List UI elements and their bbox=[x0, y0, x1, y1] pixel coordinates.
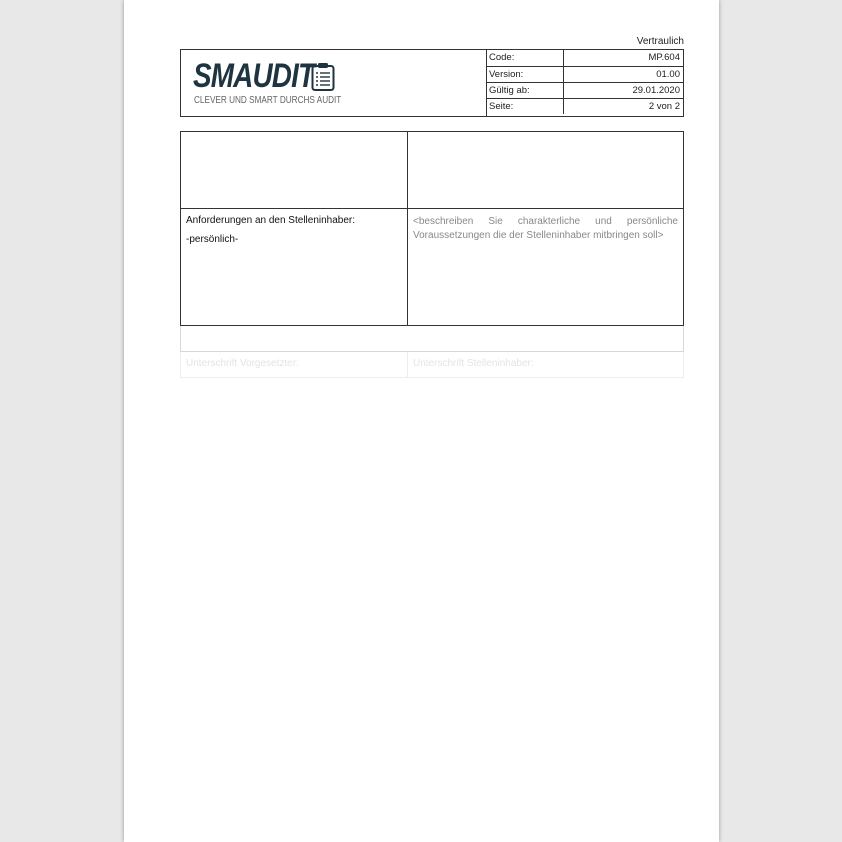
meta-row-page bbox=[486, 98, 683, 114]
meta-value: MP.604 bbox=[563, 50, 683, 66]
logo-tagline: CLEVER UND SMART DURCHS AUDIT bbox=[194, 95, 342, 106]
clipboard-checklist-icon bbox=[311, 62, 335, 92]
confidentiality-label: Vertraulich bbox=[636, 36, 684, 47]
signature-row bbox=[180, 352, 684, 378]
meta-key: Seite: bbox=[486, 98, 563, 114]
meta-row-valid-from bbox=[486, 82, 683, 98]
meta-value: 29.01.2020 bbox=[563, 82, 683, 98]
document-page bbox=[124, 0, 719, 842]
logo-area bbox=[181, 50, 487, 116]
empty-cell bbox=[408, 132, 683, 208]
requirements-sublabel: -persönlich- bbox=[186, 234, 239, 245]
table-row bbox=[180, 131, 684, 209]
empty-cell bbox=[181, 326, 683, 351]
empty-cell bbox=[181, 132, 408, 208]
table-row bbox=[180, 326, 684, 352]
meta-key: Version: bbox=[486, 66, 563, 82]
supervisor-signature-field[interactable]: Unterschrift Vorgesetzter: bbox=[181, 352, 408, 377]
meta-value: 01.00 bbox=[563, 66, 683, 82]
logo-wordmark: SMAUDIT bbox=[193, 57, 315, 95]
requirements-text-cell[interactable] bbox=[408, 209, 683, 325]
requirements-placeholder: <beschreiben Sie charakterliche und persönliche Voraussetzungen die der Stelleninhaber mitbringen soll> bbox=[413, 216, 678, 241]
meta-row-code bbox=[486, 50, 683, 66]
document-meta-table bbox=[486, 50, 683, 114]
table-row bbox=[180, 209, 684, 326]
meta-key: Code: bbox=[486, 50, 563, 66]
holder-signature-field[interactable]: Unterschrift Stelleninhaber: bbox=[413, 358, 534, 369]
document-header bbox=[180, 49, 684, 117]
requirements-label: Anforderungen an den Stelleninhaber: bbox=[186, 215, 356, 226]
requirements-label-cell bbox=[181, 209, 408, 325]
meta-value: 2 von 2 bbox=[648, 100, 680, 112]
meta-key: Gültig ab: bbox=[486, 82, 563, 98]
job-description-table bbox=[180, 131, 684, 378]
meta-row-version bbox=[486, 66, 683, 82]
